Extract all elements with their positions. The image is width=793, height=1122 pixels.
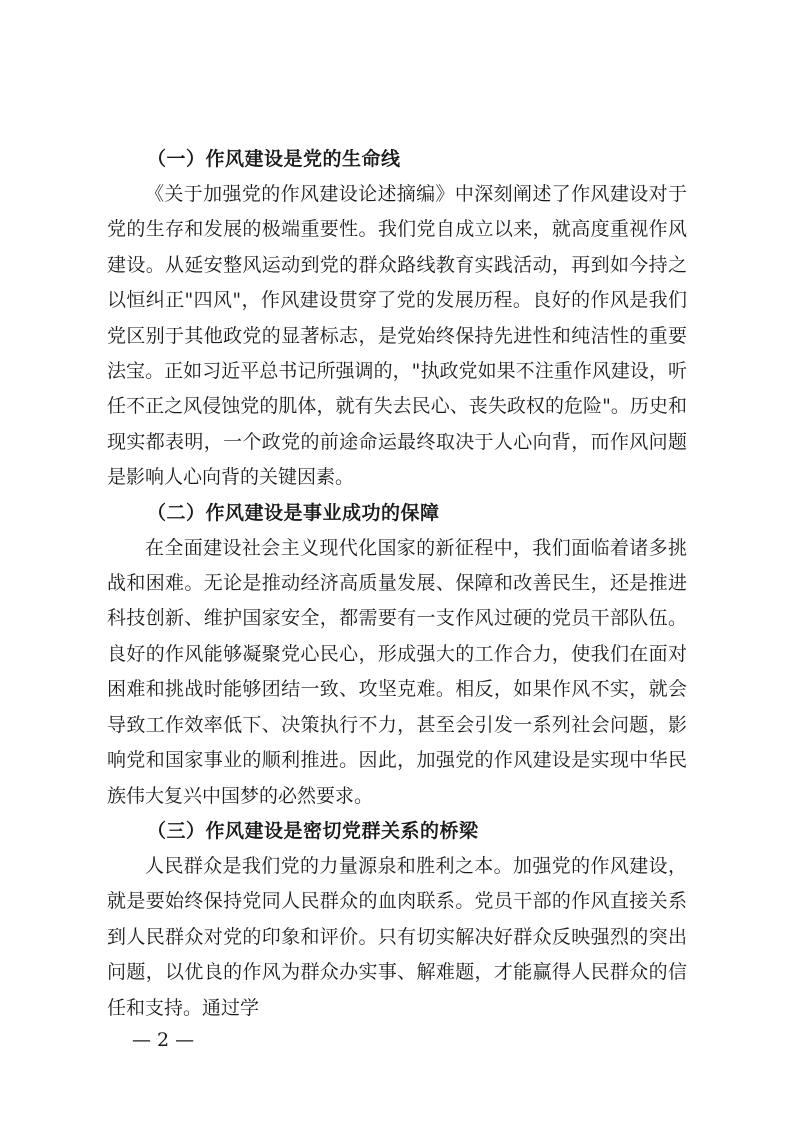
- section-1: [107, 142, 687, 496]
- section-paragraph: 《关于加强党的作风建设论述摘编》中深刻阐述了作风建设对于党的生存和发展的极端重要性。我们党自成立以来，就高度重视作风建设。从延安整风运动到党的群众路线教育实践活动，再到如今持之以恒纠正"四风"，作风建设贯穿了党的发展历程。良好的作风是我们党区别于其他政党的显著标志，是党始终保持先进性和纯洁性的重要法宝。正如习近平总书记所强调的，"执政党如果不注重作风建设，听任不正之风侵蚀党的肌体，就有失去民心、丧失政权的危险"。历史和现实都表明，一个政党的前途命运最终取决于人心向背，而作风问题是影响人心向背的关键因素。: [107, 183, 687, 489]
- section-3: [107, 814, 687, 1026]
- section-2: [107, 496, 687, 814]
- section-heading: （一）作风建设是党的生命线: [147, 148, 401, 170]
- section-heading: （三）作风建设是密切党群关系的桥梁: [147, 819, 479, 842]
- section-heading: （二）作风建设是事业成功的保障: [147, 501, 440, 524]
- document-body: [107, 142, 687, 1026]
- section-paragraph: 人民群众是我们党的力量源泉和胜利之本。加强党的作风建设，就是要始终保持党同人民群众的血肉联系。党员干部的作风直接关系到人民群众对党的印象和评价。只有切实解决好群众反映强烈的突出问题，以优良的作风为群众办实事、解难题，才能赢得人民群众的信任和支持。通过学: [107, 854, 687, 1019]
- page-number: — 2 —: [132, 1029, 195, 1051]
- section-paragraph: 在全面建设社会主义现代化国家的新征程中，我们面临着诸多挑战和困难。无论是推动经济高质量发展、保障和改善民生，还是推进科技创新、维护国家安全，都需要有一支作风过硬的党员干部队伍。良好的作风能够凝聚党心民心，形成强大的工作合力，使我们在面对困难和挑战时能够团结一致、攻坚克难。相反，如果作风不实，就会导致工作效率低下、决策执行不力，甚至会引发一系列社会问题，影响党和国家事业的顺利推进。因此，加强党的作风建设是实现中华民族伟大复兴中国梦的必然要求。: [107, 536, 687, 807]
